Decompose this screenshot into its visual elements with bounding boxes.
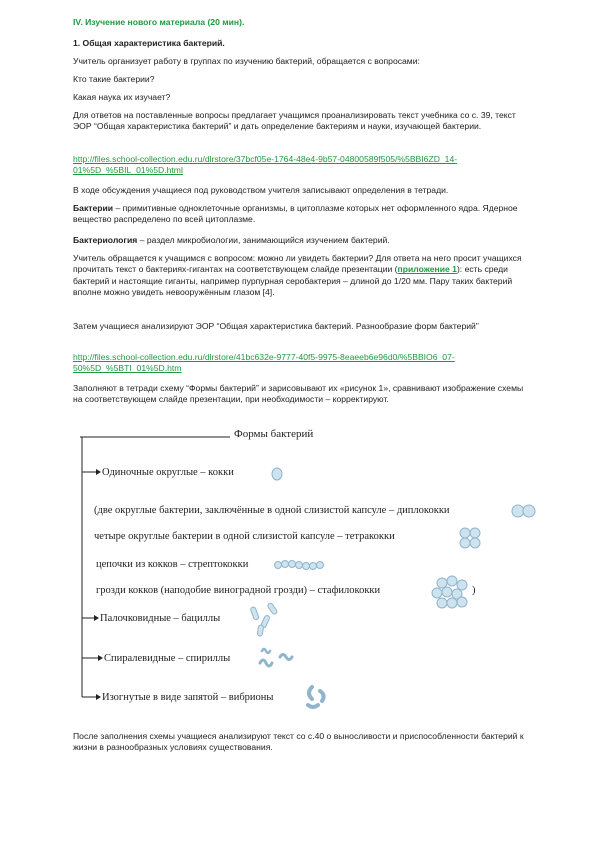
label-tetracocci: четыре округлые бактерии в одной слизистой капсуле – тетракокки — [94, 531, 395, 542]
closing-paren: ) — [472, 585, 476, 596]
definition-bacteria-text: – примитивные одноклеточные организмы, в цитоплазме которых нет оформленного ядра. Ядерное вещество распределено по всей цитоплазме. — [73, 203, 518, 225]
question-1: Кто такие бактерии? — [73, 74, 155, 84]
tetracoccus-cell-2 — [470, 528, 480, 538]
label-cocci: Одиночные округлые – кокки — [102, 467, 234, 478]
label-streptococci: цепочки из кокков – стрептококки — [96, 559, 249, 570]
section-title: IV. Изучение нового материала (20 мин). — [73, 17, 245, 27]
arrow-vibrio — [96, 694, 101, 700]
paragraph-closing: После заполнения схемы учащиеся анализируют текст со с.40 о выносливости и приспособленности бактерий к жизни в разнообразных условиях существования. — [73, 731, 524, 753]
spirilla-cells — [260, 649, 292, 666]
label-diplococci: (две округлые бактерии, заключённые в одной слизистой капсуле – диплококки — [94, 505, 450, 516]
definition-bacteriology-text: – раздел микробиологии, занимающийся изучением бактерий. — [137, 235, 390, 245]
staphylococcus-cluster — [432, 576, 467, 608]
resource-link-2[interactable]: http://files.school-collection.edu.ru/dlrstore/41bc632e-9777-40f5-9975-8eaeeb6e96d0/%5BBIO6_07-50%5D_%5BTI_01%5D.htm — [73, 352, 455, 374]
label-bacilli: Палочковидные – бациллы — [100, 613, 221, 624]
tetracoccus-cell-4 — [470, 538, 480, 548]
bacilli-cells — [250, 602, 278, 636]
question-2: Какая наука их изучает? — [73, 92, 171, 102]
definition-bacteriology — [73, 235, 528, 246]
paragraph-scheme: Заполняют в тетради схему “Формы бактерий” и зарисовывают их «рисунок 1», сравнивают изображение схемы на соответствующем слайде презентации, при необходимости – корректируют. — [73, 383, 524, 405]
arrow-bacilli — [94, 615, 99, 621]
term-bacteriology: Бактериология — [73, 235, 138, 245]
appendix-link[interactable]: приложение 1 — [397, 264, 457, 275]
diagram-title: Формы бактерий — [234, 428, 314, 440]
paragraph-eor: Затем учащиеся анализируют ЭОР “Общая характеристика бактерий. Разнообразие форм бактерий” — [73, 321, 479, 331]
streptococcus-chain — [275, 561, 324, 570]
subsection-title: 1. Общая характеристика бактерий. — [73, 38, 225, 48]
diplococcus-cell-1 — [512, 505, 524, 517]
bacteria-forms-diagram — [80, 425, 550, 715]
paragraph-task: Для ответов на поставленные вопросы предлагает учащимся проанализировать текст учебника со с. 39, текст ЭОР “Общая характеристика бактерий” и дать определение бактериям и науки, изучающей бактерии. — [73, 110, 516, 132]
arrow-cocci — [96, 469, 101, 475]
paragraph-intro: Учитель организует работу в группах по изучению бактерий, обращается с вопросами: — [73, 56, 420, 66]
tetracoccus-cell-3 — [460, 538, 470, 548]
term-bacteria: Бактерии — [73, 203, 114, 213]
coccus-cell — [272, 468, 282, 480]
label-spirilla: Спиралевидные – спириллы — [104, 653, 231, 664]
paragraph-discussion: В ходе обсуждения учащиеся под руководством учителя записывают определения в тетради. — [73, 185, 449, 195]
paragraph-giants-a: Учитель обращается к учащимся с вопросом: можно ли увидеть бактерии? Для ответа на него просит учащихся прочитать текст о бактериях-гигантах на соответствующем слайде презентации ( — [73, 253, 522, 275]
definition-bacteria — [73, 203, 528, 226]
arrow-spirilla — [98, 655, 103, 661]
vibrio-cells — [308, 687, 324, 707]
resource-link-1[interactable]: http://files.school-collection.edu.ru/dlrstore/37bcf05e-1764-48e4-9b57-04800589f505/%5BBI6ZD_14-01%5D_%5BIL_01%5D.html — [73, 154, 458, 176]
paragraph-giants — [73, 253, 528, 299]
tetracoccus-cell-1 — [460, 528, 470, 538]
label-vibrio: Изогнутые в виде запятой – вибрионы — [102, 692, 274, 703]
paragraph-giants-b: ): есть среди бактерий и настоящие гиганты, например пурпурная серобактерия – длиной до 1/20 мм. Пару таких бактерий вполне можно увидеть невооружённым глазом [4]. — [73, 264, 513, 298]
label-staphylococci: грозди кокков (наподобие виноградной грозди) – стафилококки — [96, 585, 381, 596]
diplococcus-cell-2 — [523, 505, 535, 517]
